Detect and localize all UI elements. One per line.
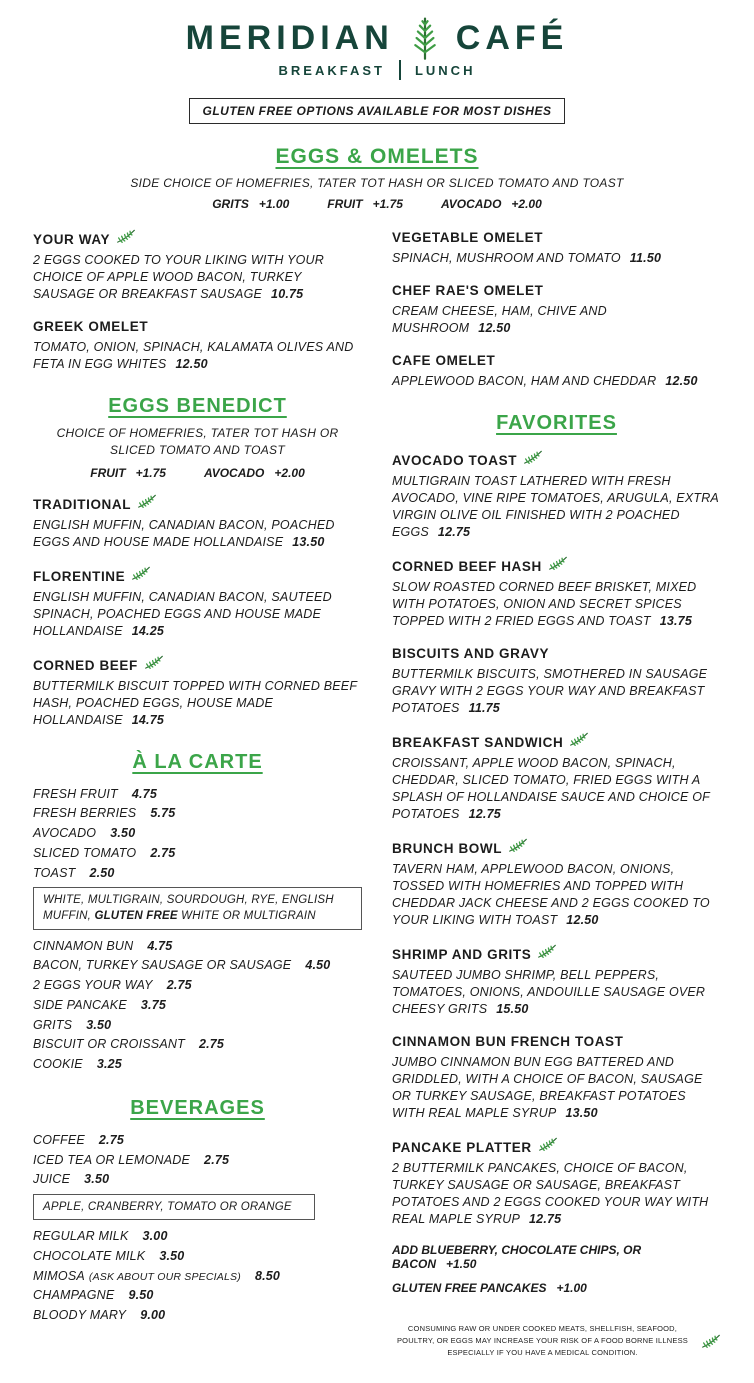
carte-row	[33, 996, 362, 1016]
tagline-divider	[399, 60, 401, 80]
carte-row	[33, 1247, 362, 1267]
menu-item-name: AVOCADO TOAST	[392, 453, 518, 468]
carte-item-name: CINNAMON BUN	[33, 938, 134, 953]
menu-item-name: TRADITIONAL	[33, 496, 132, 512]
menu-item-name: BRUNCH BOWL	[392, 841, 503, 856]
menu-item-price: 12.75	[529, 1212, 562, 1226]
menu-item	[392, 556, 721, 630]
carte-item-price: 2.75	[166, 978, 192, 993]
carte-item-price: 3.00	[142, 1229, 168, 1244]
menu-item-price: 15.50	[496, 1002, 529, 1016]
carte-item-price: 3.50	[159, 1248, 185, 1263]
carte-item-name: ICED TEA OR LEMONADE	[33, 1152, 191, 1167]
menu-item-name: PANCAKE PLATTER	[392, 1140, 532, 1155]
addon-price: +1.00	[258, 197, 290, 211]
addon-price: +1.75	[372, 197, 403, 211]
restaurant-name-right: CAFÉ	[455, 18, 569, 57]
carte-item-name: 2 EGGS YOUR WAY	[33, 978, 153, 993]
disclaimer	[392, 1323, 721, 1359]
menu-item	[392, 944, 721, 1018]
carte-item-name: CHOCOLATE MILK	[33, 1248, 146, 1263]
eggs-omelets-addons	[33, 197, 721, 211]
carte-item-price: 5.75	[150, 806, 176, 821]
menu-item-description: APPLEWOOD BACON, HAM AND CHEDDAR	[392, 374, 657, 388]
carte-item-name: BISCUIT OR CROISSANT	[33, 1037, 185, 1052]
brand-row	[33, 16, 721, 60]
eggs-benedict-side-note: CHOICE OF HOMEFRIES, TATER TOT HASH OR SLICED TOMATO AND TOAST	[56, 426, 339, 457]
carte-item-price: 3.50	[84, 1172, 110, 1187]
gluten-free-leaf-icon	[523, 450, 543, 464]
menu-item-description: TAVERN HAM, APPLEWOOD BACON, ONIONS, TOSSED WITH HOMEFRIES AND TOPPED WITH CHEDDAR JACK CHEESE AND 2 EGGS COOKED TO YOUR LIKING WITH TOAST	[392, 862, 710, 927]
menu-item-price: 12.50	[665, 374, 698, 388]
carte-item-price: 4.75	[147, 938, 173, 953]
carte-item-name: TOAST	[33, 865, 76, 880]
carte-item-price: 3.50	[86, 1017, 112, 1032]
carte-row	[33, 937, 362, 957]
menu-item	[33, 318, 362, 373]
eggs-benedict-addons	[33, 466, 362, 480]
carte-item-price: 3.25	[96, 1057, 122, 1072]
section-heading-favorites: FAVORITES	[496, 412, 617, 434]
menu-item	[392, 1033, 721, 1122]
menu-item-price: 12.75	[437, 525, 471, 539]
fern-logo-icon	[408, 16, 442, 60]
carte-item-name: MIMOSA	[33, 1268, 85, 1283]
carte-item-name: AVOCADO	[33, 826, 97, 841]
carte-item-price: 3.75	[140, 997, 167, 1012]
left-column	[33, 229, 362, 1359]
carte-item-name: COFFEE	[33, 1132, 85, 1147]
menu-item-price: 13.50	[565, 1106, 598, 1120]
menu-item-description: SAUTEED JUMBO SHRIMP, BELL PEPPERS, TOMATOES, ONIONS, ANDOUILLE SAUSAGE OVER CHEESY GRITS	[392, 968, 706, 1016]
menu-item-description: TOMATO, ONION, SPINACH, KALAMATA OLIVES AND FETA IN EGG WHITES	[33, 340, 354, 371]
carte-row	[33, 804, 362, 824]
gluten-free-leaf-icon	[131, 566, 151, 580]
menu-item	[392, 352, 721, 390]
eggs-omelets-side-note: SIDE CHOICE OF HOMEFRIES, TATER TOT HASH OR SLICED TOMATO AND TOAST	[130, 176, 624, 190]
addon-price: +2.00	[511, 197, 542, 211]
section-beverages	[33, 1093, 362, 1326]
carte-row	[33, 1055, 362, 1075]
carte-row	[33, 1170, 362, 1190]
menu-item-name: FLORENTINE	[33, 568, 126, 584]
tagline-lunch: LUNCH	[414, 62, 476, 78]
carte-row	[33, 1306, 362, 1326]
menu-item-price: 14.75	[131, 712, 165, 727]
carte-row	[33, 824, 362, 844]
menu-item-price: 12.50	[175, 357, 208, 371]
carte-row	[33, 1131, 362, 1151]
menu-item-description: CROISSANT, APPLE WOOD BACON, SPINACH, CHEDDAR, SLICED TOMATO, FRIED EGGS WITH A SPLASH OF HOLLANDAISE SAUCE AND CHOICE OF POTATOES	[392, 756, 710, 821]
right-column	[392, 229, 721, 1359]
carte-item-name: GRITS	[33, 1017, 73, 1032]
menu-item-name: CAFE OMELET	[392, 353, 496, 368]
menu-item-price: 10.75	[271, 287, 304, 301]
tagline-row	[33, 60, 721, 80]
carte-row	[33, 956, 362, 976]
carte-item-price: 9.50	[128, 1288, 154, 1303]
menu-item-description: 2 EGGS COOKED TO YOUR LIKING WITH YOUR CHOICE OF APPLE WOOD BACON, TURKEY SAUSAGE OR BREAKFAST SAUSAGE	[33, 253, 324, 301]
menu-item	[392, 450, 721, 541]
gluten-free-leaf-icon	[144, 655, 164, 669]
menu-header	[33, 16, 721, 124]
carte-row	[33, 1151, 362, 1171]
carte-row	[33, 976, 362, 996]
carte-row	[33, 1267, 362, 1287]
menu-item-description: ENGLISH MUFFIN, CANADIAN BACON, SAUTEED SPINACH, POACHED EGGS AND HOUSE MADE HOLLANDAISE	[33, 589, 332, 638]
gluten-free-leaf-icon	[569, 732, 589, 746]
menu-item	[392, 732, 721, 823]
carte-item-name: FRESH BERRIES	[33, 806, 137, 821]
menu-item-price: 11.50	[629, 251, 662, 265]
menu-item-price: 13.50	[292, 534, 325, 549]
menu-item-description: 2 BUTTERMILK PANCAKES, CHOICE OF BACON, TURKEY SAUSAGE OR SAUSAGE, BREAKFAST POTATOES AND 2 EGGS COOKED YOUR WAY WITH REAL MAPLE SYRUP	[392, 1161, 709, 1226]
carte-row	[33, 1035, 362, 1055]
carte-item-name: SLICED TOMATO	[33, 845, 137, 860]
menu-item-description: SLOW ROASTED CORNED BEEF BRISKET, MIXED WITH POTATOES, ONION AND SECRET SPICES TOPPED WITH 2 FRIED EGGS AND TOAST	[392, 580, 697, 628]
carte-item-price: 2.75	[98, 1132, 125, 1147]
menu-item	[392, 229, 721, 267]
menu-item-name: BREAKFAST SANDWICH	[392, 735, 564, 750]
carte-item-name: FRESH FRUIT	[33, 786, 118, 801]
menu-item-price: 12.50	[566, 913, 599, 927]
juice-options-box: APPLE, CRANBERRY, TOMATO OR ORANGE	[33, 1194, 315, 1220]
section-heading-eggs-benedict: EGGS BENEDICT	[108, 395, 287, 417]
carte-item-price: 2.75	[198, 1037, 225, 1052]
section-heading-eggs-omelets: EGGS & OMELETS	[275, 145, 479, 168]
addon-label: FRUIT	[327, 197, 363, 211]
menu-item	[392, 282, 721, 337]
menu-item-name: GREEK OMELET	[33, 319, 149, 334]
carte-item-name: BLOODY MARY	[33, 1308, 127, 1323]
menu-item-price: 11.75	[468, 701, 500, 715]
menu-item-name: VEGETABLE OMELET	[392, 230, 544, 245]
menu-item	[392, 1137, 721, 1228]
addon-label: AVOCADO	[203, 465, 265, 480]
menu-item-description: JUMBO CINNAMON BUN EGG BATTERED AND GRIDDLED, WITH A CHOICE OF BACON, SAUSAGE OR TURKEY SAUSAGE, BREAKFAST POTATOES WITH REAL MAPLE SYRUP	[392, 1055, 703, 1120]
menu-item-description: BUTTERMILK BISCUITS, SMOTHERED IN SAUSAGE GRAVY WITH 2 EGGS YOUR WAY AND BREAKFAST POTATOES	[392, 667, 708, 715]
menu-item-name: CHEF RAE'S OMELET	[392, 283, 544, 298]
gluten-free-pancakes-note: GLUTEN FREE PANCAKES +1.00	[392, 1281, 587, 1295]
menu-item-price: 12.50	[478, 321, 511, 335]
addon-label: AVOCADO	[440, 197, 502, 211]
addon-price: +1.75	[135, 465, 166, 480]
menu-item-name: CORNED BEEF	[33, 657, 138, 673]
carte-row	[33, 864, 362, 884]
menu-item-name: CINNAMON BUN FRENCH TOAST	[392, 1034, 624, 1049]
restaurant-name-left: MERIDIAN	[185, 18, 394, 57]
menu-item	[33, 229, 362, 303]
addon-price: +2.00	[274, 465, 305, 480]
gluten-free-leaf-icon	[538, 1137, 558, 1151]
menu-item-description: SPINACH, MUSHROOM AND TOMATO	[392, 251, 621, 265]
gluten-free-leaf-icon	[116, 229, 136, 243]
toast-options-box: WHITE, MULTIGRAIN, SOURDOUGH, RYE, ENGLISH MUFFIN, GLUTEN FREE WHITE OR MULTIGRAIN	[33, 887, 362, 929]
carte-item-name: SIDE PANCAKE	[33, 997, 127, 1012]
menu-item-name: SHRIMP AND GRITS	[392, 947, 532, 962]
menu-item-price: 14.25	[131, 623, 165, 638]
section-eggs-benedict	[33, 391, 362, 729]
menu-item	[392, 645, 721, 717]
menu-item	[392, 838, 721, 929]
menu-item-description: ENGLISH MUFFIN, CANADIAN BACON, POACHED EGGS AND HOUSE MADE HOLLANDAISE	[33, 517, 335, 549]
carte-item-name: BACON, TURKEY SAUSAGE OR SAUSAGE	[33, 958, 292, 973]
section-heading-beverages: BEVERAGES	[130, 1096, 265, 1119]
section-favorites	[392, 408, 721, 1295]
menu-item-description: CREAM CHEESE, HAM, CHIVE AND MUSHROOM	[392, 304, 607, 335]
gluten-free-leaf-icon	[508, 838, 528, 852]
menu-item	[33, 655, 362, 729]
menu-item-name: CORNED BEEF HASH	[392, 559, 542, 574]
carte-row	[33, 1016, 362, 1036]
menu-item-description: MULTIGRAIN TOAST LATHERED WITH FRESH AVOCADO, VINE RIPE TOMATOES, ARUGULA, EXTRA VIRGIN OLIVE OIL FINISHED WITH 2 POACHED EGGS	[392, 474, 719, 539]
menu-item-name: BISCUITS AND GRAVY	[392, 646, 550, 661]
section-heading-a-la-carte: À LA CARTE	[132, 750, 263, 773]
carte-item-name: REGULAR MILK	[33, 1229, 129, 1244]
menu-item	[33, 566, 362, 640]
disclaimer-leaf-icon	[701, 1334, 721, 1348]
gluten-free-leaf-icon	[548, 556, 568, 570]
carte-item-price: 9.00	[140, 1308, 166, 1323]
mimosa-note: (ASK ABOUT OUR SPECIALS)	[88, 1270, 241, 1283]
gluten-free-leaf-icon	[537, 944, 557, 958]
pancake-addons-note: ADD BLUEBERRY, CHOCOLATE CHIPS, OR BACON +1.50	[392, 1243, 642, 1271]
carte-item-price: 8.50	[254, 1268, 281, 1283]
addon-label: FRUIT	[90, 465, 126, 480]
carte-item-price: 2.75	[150, 845, 176, 860]
disclaimer-text: CONSUMING RAW OR UNDER COOKED MEATS, SHELLFISH, SEAFOOD, POULTRY, OR EGGS MAY INCREASE YOUR RISK OF A FOOD BORNE ILLNESS ESPECIALLY IF YOU HAVE A MEDICAL CONDITION.	[396, 1324, 688, 1357]
carte-item-price: 2.75	[204, 1152, 230, 1167]
gluten-free-banner: GLUTEN FREE OPTIONS AVAILABLE FOR MOST DISHES	[189, 98, 566, 124]
carte-item-name: JUICE	[33, 1172, 71, 1187]
menu-item	[33, 494, 362, 551]
section-a-la-carte	[33, 747, 362, 1075]
section-eggs-omelets	[33, 142, 721, 211]
carte-item-price: 4.50	[305, 958, 331, 973]
menu-item-description: BUTTERMILK BISCUIT TOPPED WITH CORNED BEEF HASH, POACHED EGGS, HOUSE MADE HOLLANDAISE	[33, 678, 357, 727]
gluten-free-leaf-icon	[137, 494, 157, 508]
menu-item-price: 13.75	[659, 614, 692, 628]
carte-item-price: 2.50	[89, 865, 115, 880]
carte-row	[33, 1227, 362, 1247]
carte-item-price: 4.75	[131, 786, 157, 801]
carte-item-name: COOKIE	[33, 1057, 83, 1072]
addon-label: GRITS	[212, 197, 249, 211]
menu-item-name: YOUR WAY	[33, 232, 111, 247]
carte-row	[33, 1286, 362, 1306]
carte-row	[33, 844, 362, 864]
tagline-breakfast: BREAKFAST	[278, 62, 385, 78]
carte-item-price: 3.50	[110, 826, 136, 841]
carte-item-name: CHAMPAGNE	[33, 1288, 115, 1303]
carte-row	[33, 785, 362, 805]
menu-item-price: 12.75	[468, 807, 501, 821]
